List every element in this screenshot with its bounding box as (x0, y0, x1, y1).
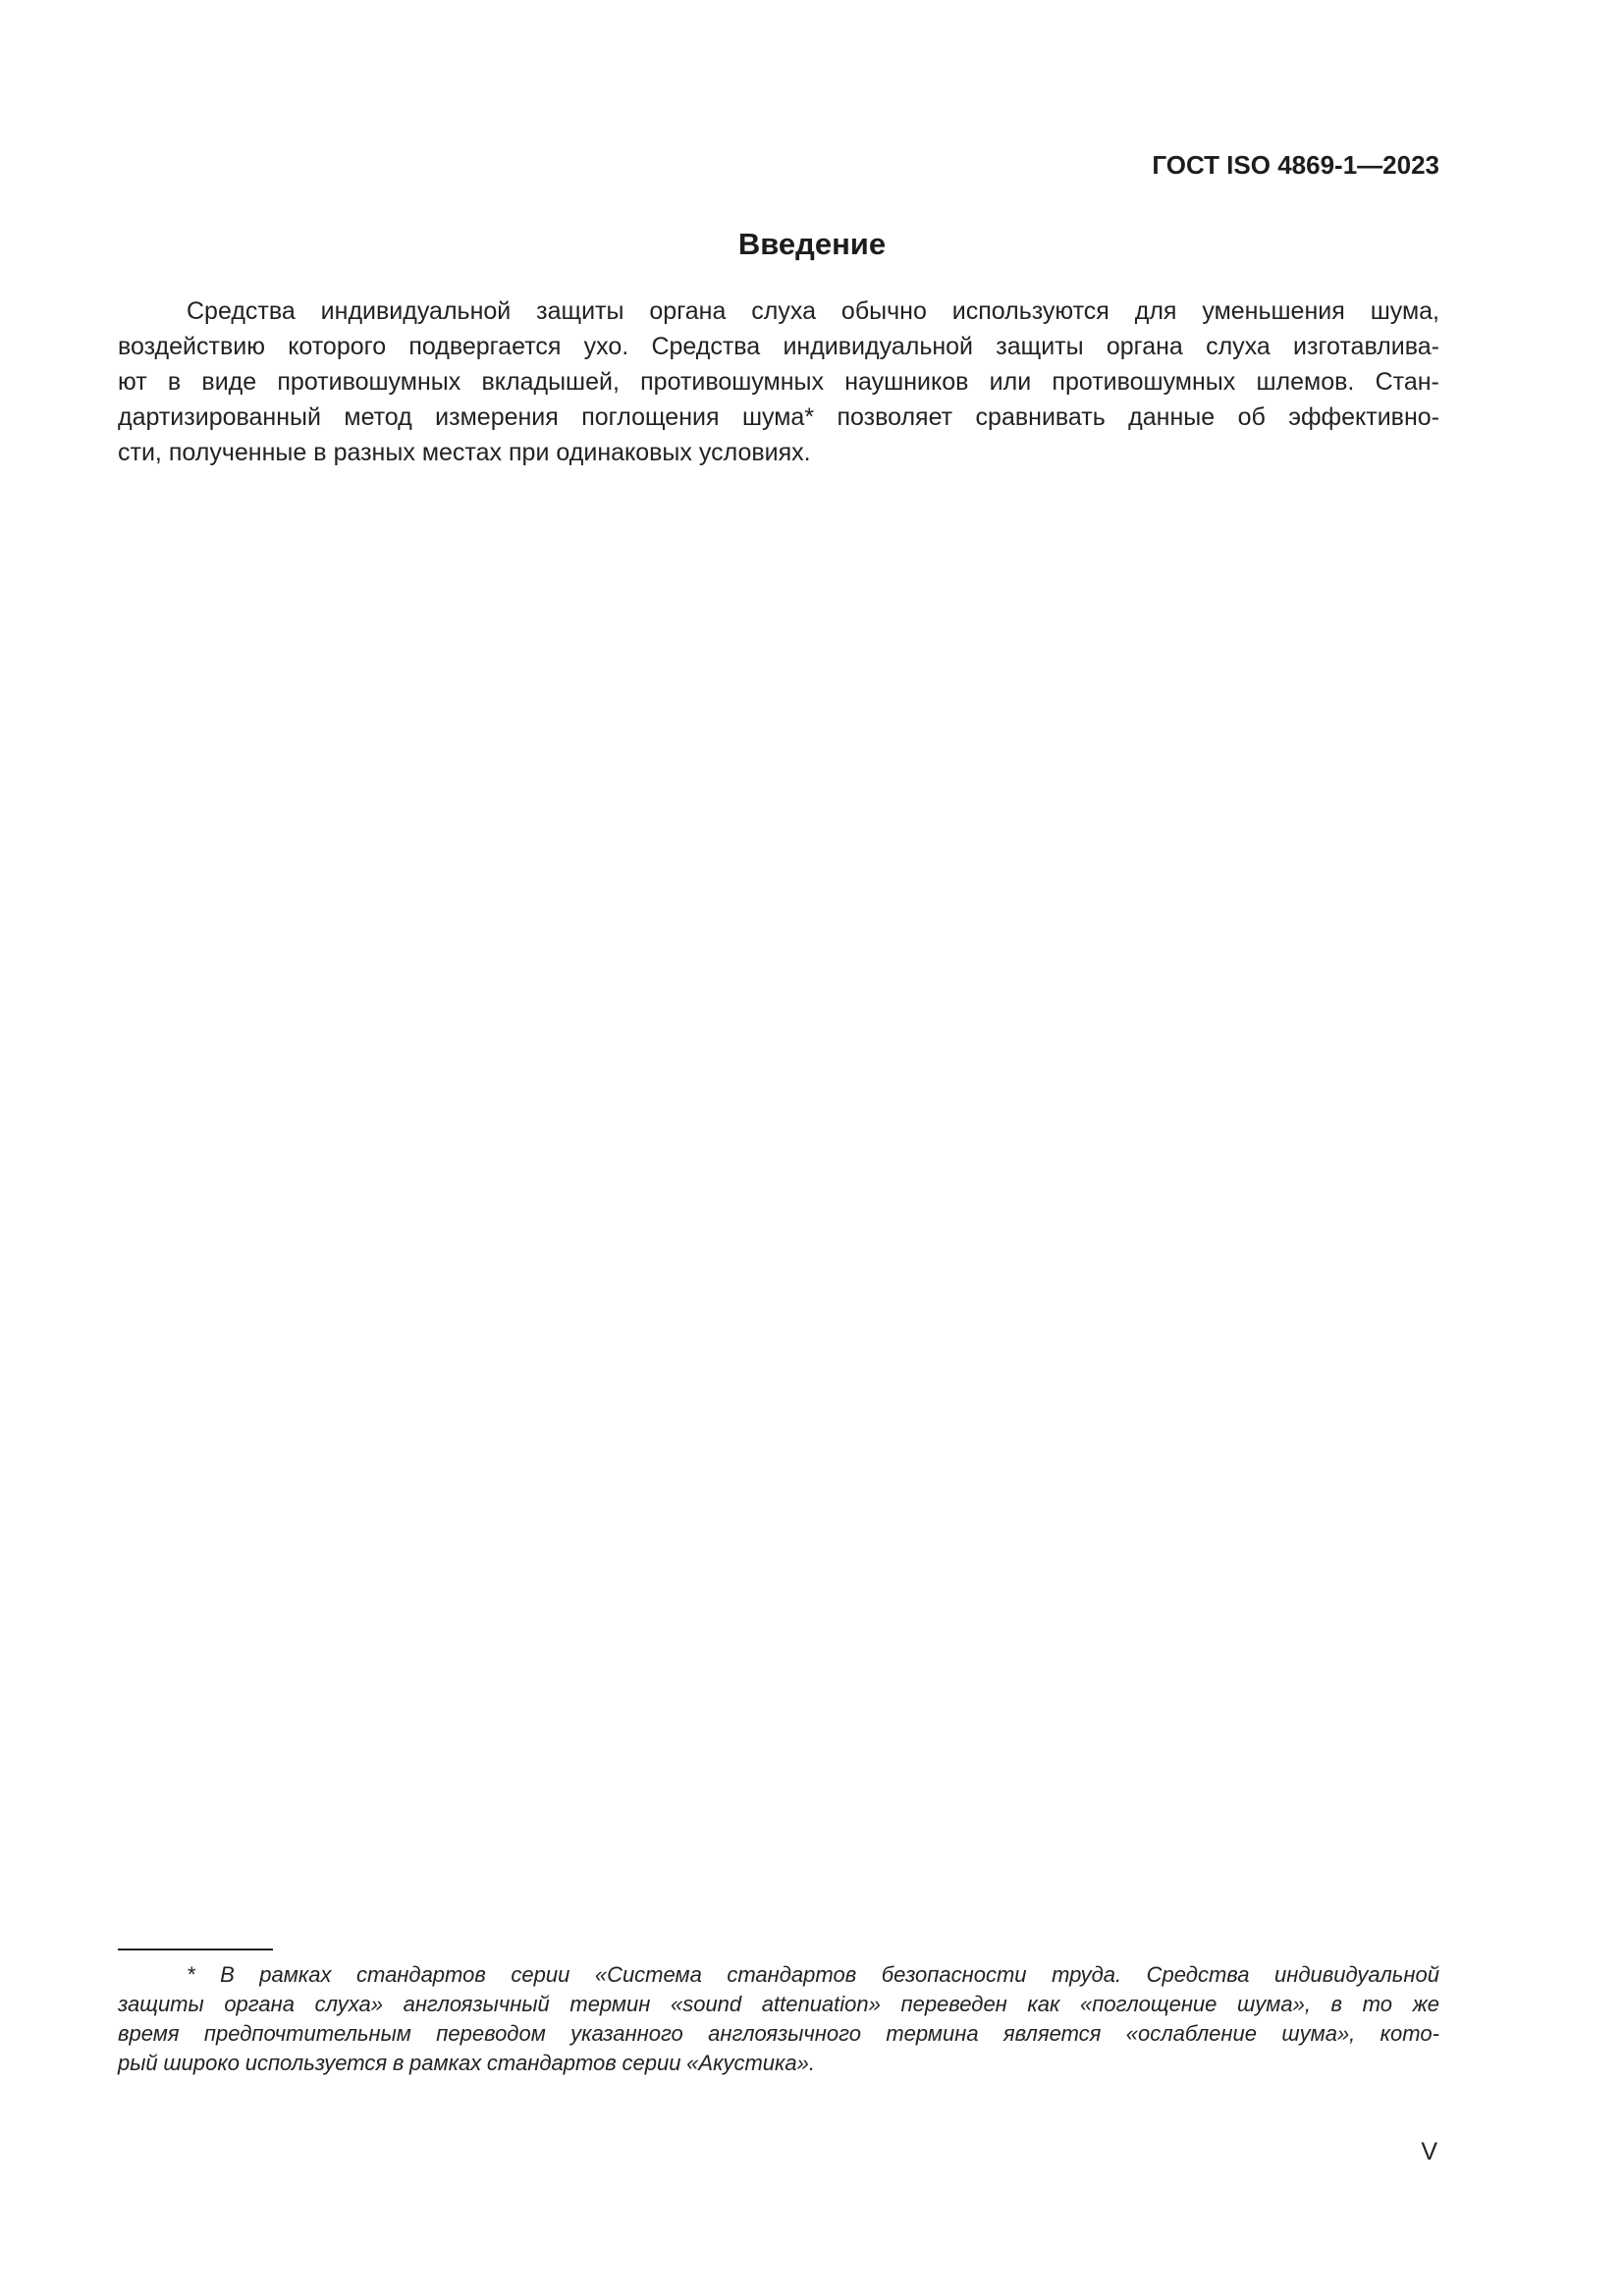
footnote-separator (118, 1949, 273, 1950)
standard-designation: ГОСТ ISO 4869-1—2023 (1152, 150, 1439, 180)
section-title: Введение (737, 227, 887, 261)
body-line: воздействию которого подвергается ухо. Средства индивидуальной защиты органа слуха изготавлива- (118, 333, 1439, 360)
body-line: сти, полученные в разных местах при одинаковых условиях. (118, 439, 811, 466)
body-line: дартизированный метод измерения поглощения шума* позволяет сравнивать данные об эффективно- (118, 403, 1439, 431)
body-line: Средства индивидуальной защиты органа слуха обычно используются для уменьшения шума, (187, 297, 1439, 325)
footnote-line: * В рамках стандартов серии «Система стандартов безопасности труда. Средства индивидуальной (187, 1962, 1439, 1987)
body-line: ют в виде противошумных вкладышей, противошумных наушников или противошумных шлемов. Стан- (118, 368, 1439, 396)
footnote-line: время предпочтительным переводом указанного англоязычного термина является «ослабление шума», кото- (118, 2021, 1439, 2046)
page-number: V (1421, 2138, 1437, 2165)
footnote-line: защиты органа слуха» англоязычный термин «sound attenuation» переведен как «поглощение шума», в то же (118, 1992, 1439, 2016)
footnote-line: рый широко используется в рамках стандартов серии «Акустика». (118, 2051, 816, 2075)
